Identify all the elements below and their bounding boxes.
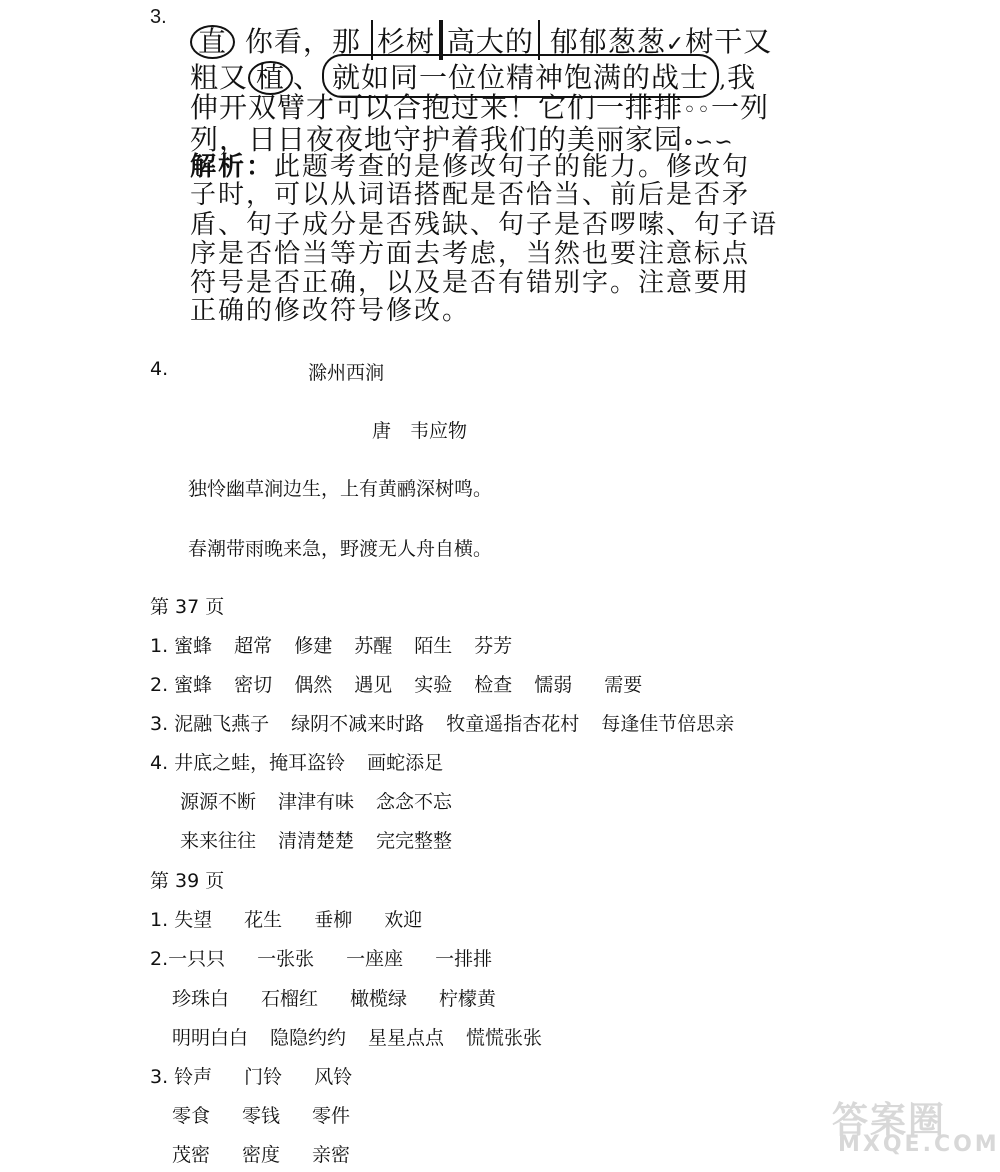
answer-word: 橄榄绿 [350, 988, 408, 1010]
answer-row [172, 1140, 350, 1167]
answer-word: 2. 蜜蜂 [150, 674, 213, 696]
insert-mark: ✓ [665, 32, 686, 57]
answer-row [150, 709, 734, 736]
answer-word: 津津有味 [278, 791, 355, 813]
insert-mark: ∘∽∽ [683, 130, 734, 155]
answer-word: 零食 [172, 1105, 211, 1127]
answer-word: 清清楚楚 [278, 830, 355, 852]
text-segment: 我 [727, 61, 757, 94]
answer-word: 需要 [604, 674, 643, 696]
swap-mark-word: 高大的 [441, 20, 540, 60]
answer-word: 一座座 [346, 948, 404, 970]
answer-word: 1. 失望 [150, 909, 213, 931]
answer-word: 珍珠白 [172, 988, 230, 1010]
answer-row [172, 984, 496, 1011]
item-number-3: 3. [150, 6, 167, 28]
poem-author: 唐 韦应物 [372, 420, 468, 442]
answer-row [150, 748, 443, 775]
answer-row [150, 631, 512, 658]
answer-word: 门铃 [244, 1066, 283, 1088]
answer-word: 源源不断 [180, 791, 257, 813]
analysis-text: 此题考查的是修改句子的能力。修改句 [274, 152, 751, 182]
answer-word: 慌慌张张 [466, 1027, 543, 1049]
poem-title: 滁州西涧 [308, 362, 385, 384]
answer-word: 零件 [312, 1105, 351, 1127]
watermark-logo [832, 1092, 1000, 1162]
answer-word: 隐隐约约 [270, 1027, 347, 1049]
deletion-oval: 就如同一位位精神饱满的战士 [322, 54, 719, 98]
answer-row [180, 826, 452, 853]
answer-word: 2.一只只 [150, 948, 226, 970]
answer-word: 亲密 [312, 1144, 351, 1166]
answer-word: 花生 [244, 909, 283, 931]
insert-mark: , [719, 68, 728, 93]
answer-word: 超常 [234, 635, 273, 657]
answer-word: 念念不忘 [376, 791, 453, 813]
circled-correction: 直 [190, 25, 235, 59]
analysis-line-6: 正确的修改符号修改。 [190, 296, 471, 326]
poem-line-1: 独怜幽草涧边生，上有黄鹂深树鸣。 [188, 478, 493, 500]
answer-row [150, 905, 422, 932]
answer-word: 完完整整 [376, 830, 453, 852]
analysis-line-3: 盾、句子成分是否残缺、句子是否啰嗦、句子语 [190, 210, 779, 240]
answer-word: 密切 [234, 674, 273, 696]
analysis-line-5: 符号是否正确，以及是否有错别字。注意要用 [190, 268, 751, 298]
answer-row [150, 1062, 352, 1089]
text-segment: 树干又 [685, 25, 773, 58]
answer-row [150, 670, 642, 697]
text-segment: 、 [293, 61, 323, 94]
page-heading-37: 第 37 页 [150, 596, 225, 618]
answer-word: 3. 铃声 [150, 1066, 213, 1088]
answer-word: 遇见 [354, 674, 393, 696]
answer-word: 一排排 [435, 948, 493, 970]
page-heading-39: 第 39 页 [150, 870, 225, 892]
answer-word: 3. 泥融飞燕子 [150, 713, 270, 735]
answer-word: 密度 [242, 1144, 281, 1166]
answer-word: 一张张 [257, 948, 315, 970]
answer-word: 懦弱 [534, 674, 573, 696]
answer-row [172, 1101, 350, 1128]
answer-word: 垂柳 [314, 909, 353, 931]
answer-word: 偶然 [294, 674, 333, 696]
answer-word: 修建 [294, 635, 333, 657]
answer-word: 1. 蜜蜂 [150, 635, 213, 657]
text-segment: 你看，那 [244, 25, 361, 58]
text-segment: 粗又 [190, 61, 249, 94]
insert-mark: ◦◦ [683, 98, 711, 123]
answer-word: 芬芳 [474, 635, 513, 657]
answer-word: 欢迎 [384, 909, 423, 931]
answer-word: 星星点点 [368, 1027, 445, 1049]
answer-word: 茂密 [172, 1144, 211, 1166]
answer-row [180, 787, 452, 814]
answer-row [172, 1023, 542, 1050]
item-number-4: 4. [150, 358, 169, 380]
watermark-url: MXQE.COM [838, 1132, 1000, 1157]
answer-word: 零钱 [242, 1105, 281, 1127]
answer-row [150, 944, 492, 971]
answer-word: 实验 [414, 674, 453, 696]
answer-word: 苏醒 [354, 635, 393, 657]
text-segment: 列，日日夜夜地守护着我们的美丽家园 [190, 123, 684, 156]
circled-correction: 植 [248, 61, 293, 95]
analysis-line-4: 序是否恰当等方面去考虑，当然也要注意标点 [190, 239, 751, 269]
text-segment: 一列 [710, 91, 769, 124]
analysis-label: 解析： [190, 152, 275, 182]
answer-word: 检查 [474, 674, 513, 696]
answer-word: 4. 井底之蛙，掩耳盗铃 [150, 752, 346, 774]
text-segment: 伸开双臂才可以合抱过来！它们一排排 [190, 91, 684, 124]
answer-word: 风铃 [314, 1066, 353, 1088]
text-segment: 郁郁葱葱 [549, 25, 666, 58]
answer-word: 石榴红 [261, 988, 319, 1010]
answer-word: 柠檬黄 [439, 988, 497, 1010]
answer-word: 来来往往 [180, 830, 257, 852]
watermark-text: 答案圈 [832, 1100, 947, 1141]
answer-word: 明明白白 [172, 1027, 249, 1049]
poem-line-2: 春潮带雨晚来急，野渡无人舟自横。 [188, 538, 493, 560]
answer-word: 每逢佳节倍思亲 [601, 713, 735, 735]
answer-word: 画蛇添足 [367, 752, 444, 774]
answer-word: 陌生 [414, 635, 453, 657]
answer-word: 牧童遥指杏花村 [446, 713, 580, 735]
swap-mark-word: 杉树 [371, 20, 441, 60]
answer-word: 绿阴不减来时路 [291, 713, 425, 735]
analysis-line-2: 子时，可以从词语搭配是否恰当、前后是否矛 [190, 180, 751, 210]
